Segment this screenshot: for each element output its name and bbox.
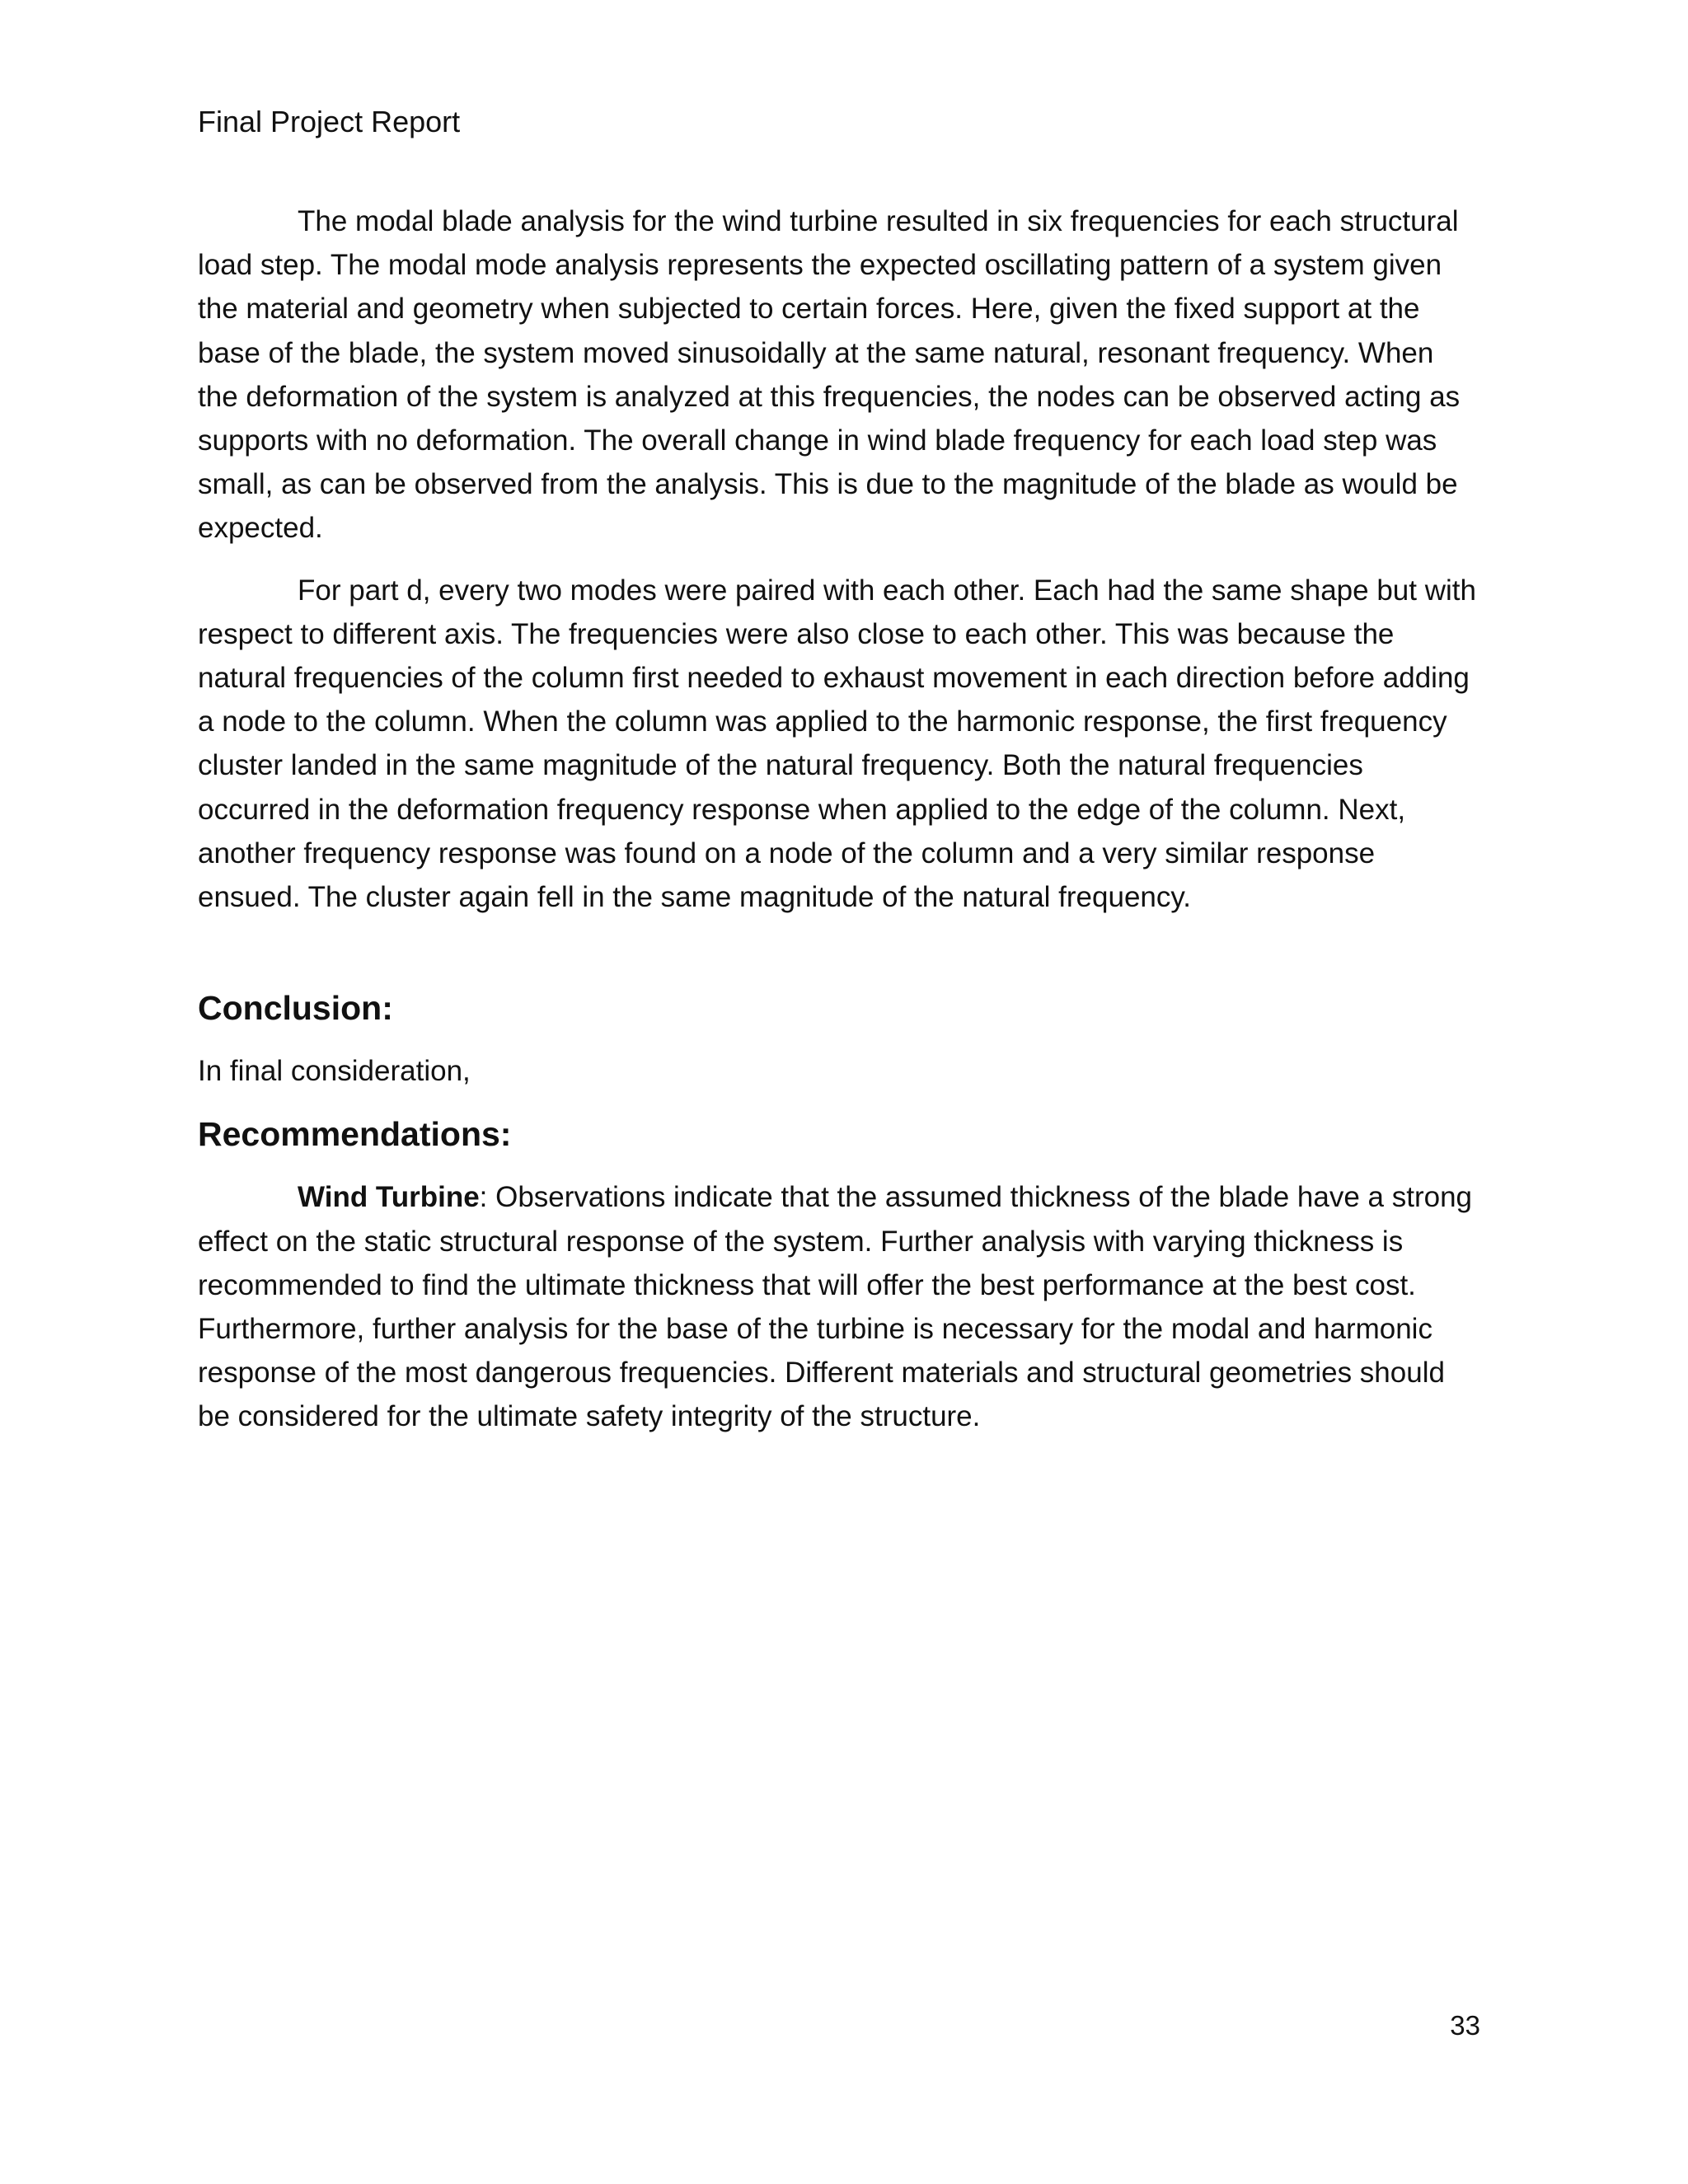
page-number: 33 <box>1450 2010 1480 2041</box>
recommendations-lead: Wind Turbine <box>298 1181 480 1214</box>
conclusion-heading: Conclusion: <box>198 989 393 1028</box>
conclusion-text: In final consideration, <box>198 1055 471 1088</box>
body-paragraph-2: For part d, every two modes were paired with each other. Each had the same shape but with respect to different axis. The frequencies were also close to each other. This was because the natural frequencies of the column first needed to exhaust movement in each direction before adding a node to the column. When the column was applied to the harmonic response, the first frequency cluster landed in the same magnitude of the natural frequency. Both the natural frequencies occurred in the deformation frequency response when applied to the edge of the column. Next, another frequency response was found on a node of the column and a very similar response ensued. The cluster again fell in the same magnitude of the natural frequency. <box>198 574 1476 914</box>
recommendations-paragraph <box>198 1175 1479 1438</box>
recommendations-text: : Observations indicate that the assumed thickness of the blade have a strong effect on the static structural response of the system. Further analysis with varying thickness is recommended to find the ultimate thickness that will offer the best performance at the best cost. Furthermore, further analysis for the base of the turbine is necessary for the modal and harmonic response of the most dangerous frequencies. Different materials and structural geometries should be considered for the ultimate safety integrity of the structure. <box>198 1181 1472 1433</box>
running-header: Final Project Report <box>198 105 461 138</box>
recommendations-heading: Recommendations: <box>198 1115 512 1154</box>
page-content <box>198 199 1479 1457</box>
body-paragraph-1: The modal blade analysis for the wind turbine resulted in six frequencies for each structural load step. The modal mode analysis represents the expected oscillating pattern of a system given the material and geometry when subjected to certain forces. Here, given the fixed support at the base of the blade, the system moved sinusoidally at the same natural, resonant frequency. When the deformation of the system is analyzed at this frequencies, the nodes can be observed acting as supports with no deformation. The overall change in wind blade frequency for each load step was small, as can be observed from the analysis. This is due to the magnitude of the blade as would be expected. <box>198 205 1461 545</box>
